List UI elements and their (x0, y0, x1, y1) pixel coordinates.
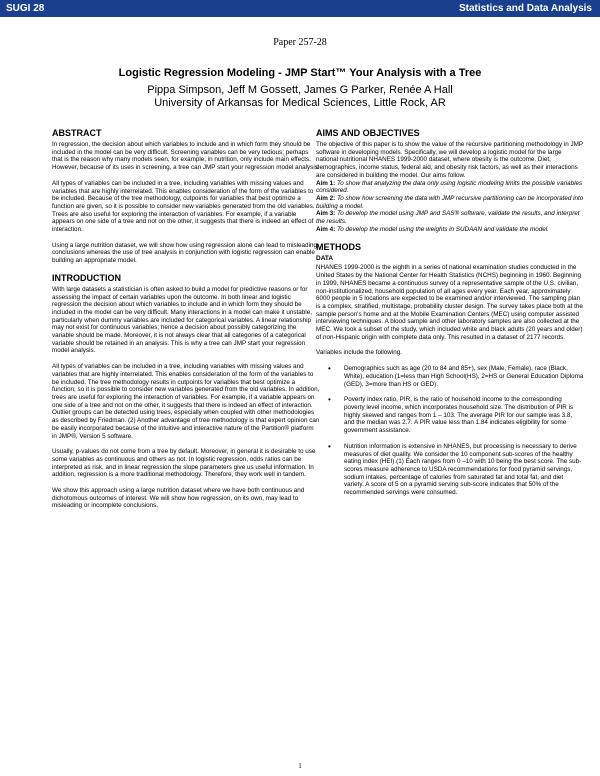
affiliation: University of Arkansas for Medical Sciences, Little Rock, AR (154, 97, 446, 109)
aim-item: Aim 4: To develop the model using the weights in SUDAAN and validate the model. (316, 225, 549, 233)
abstract-paragraph: In regression, the decision about which variables to include and in which form they should be included in the model can be very difficult. Screening variables can be very tedious; perhaps that is the reason why many models seen, for example, in nutrition, only include main effects. However, because of its uses in screening, a tree can JMP start your regression model analysis. (52, 141, 320, 172)
intro-paragraph: Usually, p-values do not come from a tree by default. Moreover, in general it is desirable to use some variables as continuous and others as not. In logistic regression, odds ratios can be interpreted as risk, and in linear regression the slope parameters give us useful information. In addition, regression is a more traditional methodology. Therefore, they work well in tandem. (52, 448, 316, 479)
intro-paragraph: With large datasets a statistician is often asked to build a model for predictive reasons or for assessing the impact of certain variables upon the outcome. In both linear and logistic regression the decision about which variables to include and in which form they should be included in the model can be very difficult. Many interactions in a model can make it unstable, particularly when dummy variables are included for categorical variables. A linear relationship may not exist for continuous variables; hence a decision about possibly categorizing the variable should be made. Moreover, it is not always clear that all categories of a categorical variable should be retained in an analysis. This is why a tree can JMP start your regression model analysis. (52, 285, 312, 355)
paper-title: Logistic Regression Modeling - JMP Start™ Your Analysis with a Tree (118, 67, 482, 79)
aims-paragraph: The objective of this paper is to show the value of the recursive partitioning methodology in JMP software in developing models. Specifically, we will develop a logistic model for the large national nutritional NHANES 1999-2000 dataset, where obesity is the outcome. Diet, demographics, income status, federal aid, and obesity risk factors, as well as their interactions are considered in building the model. Our aims follow. (316, 141, 583, 179)
abstract-paragraph: All types of variables can be included in a tree, including variables with missing values and variables that are highly interrelated. This enables consideration of the form of the variables to be included. Because of the tree methodology, cutpoints for variables that best optimize a function are given, so it is possible to consider new variables generated from the old variables. Trees are also useful for exploring the interaction of variables. For example, if a variable appears on one side of a tree and not on the other, it suggests that there is indeed an effect of interaction. (52, 179, 315, 234)
intro-paragraph: All types of variables can be included in a tree, including variables with missing values and variables that are highly interrelated. This enables consideration of the form of the variables to be included. The tree methodology results in cutpoints for variables that best optimize a function; so it is possible to consider new variables generated from the old variables. In addition, trees are useful for exploring the interaction of variables. For example, if a variable appears on one side of a tree and not on the other, it suggests that there is indeed an effect of interaction. Outlier groups can be detected using trees, especially when coupled with other methodologies as described by Friedman. (2) Another advantage of tree methodology is that expert opinion can be easily incorporated because of the intuitive and interactive nature of the Partition® platform in JMP®, Version 5 software. (52, 363, 320, 440)
aim-item: Aim 1: To show that analyzing the data only using logistic modeling limits the possible variables considered. (316, 179, 583, 195)
authors: Pippa Simpson, Jeff M Gossett, James G Parker, Renée A Hall (147, 84, 453, 96)
paper-number: Paper 257-28 (273, 37, 327, 48)
abstract-heading: ABSTRACT (52, 128, 102, 138)
page-number: 1 (298, 762, 302, 770)
list-item: • Nutrition information is extensive in NHANES, but processing is necessary to derive measures of diet quality. We consider the 10 component sub-scores of the healthy eating index (HEI).(1) Each ranges from 0 –10 with 10 being the best score. The sub-scores measure adherence to USDA recommendations for food pyramid servings, sodium intakes, percentage of calories from saturated fat and total fat, and diet variety. A score of 5 on a pyramid serving sub-score indicates that 50% of the recommended servings were consumed. (316, 443, 584, 497)
introduction-heading: INTRODUCTION (52, 272, 121, 283)
data-paragraph: NHANES 1999-2000 is the eighth in a series of national examination studies conducted in the United States by the National Center for Health Statistics (NCHS) beginning in 1960. Beginning in 1999, NHANES became a continuous survey of a representative sample of the U.S. civilian, non-institutionalized, household population of all ages every year. Each year, approximately 6000 people in 5 locations are expected to be examined and/or interviewed. The sampling plan is a complex, stratified, multistage, probability cluster design. The survey takes place both at the sample person's home and at the Mobile Examination Centers (MEC) using computer assisted interviewing techniques. A blood sample and other laboratory samples are also collected at the MEC. We took a subset of the study, which included white and black adults (20 years and older) of non-Hispanic origin with complete data only. This resulted in a dataset of 2177 records. (316, 264, 583, 341)
variables-list (316, 365, 584, 497)
section-label: Statistics and Data Analysis (458, 3, 592, 14)
list-item: • Demographics such as age (20 to 84 and 85+), sex (Male, Female), race (Black, White), education (1=less than High School(HS), 2=HS or General Education Diploma (GED), 3=more than HS or GED). (316, 365, 584, 388)
conference-label: SUGI 28 (6, 3, 45, 14)
aim-item: Aim 2: To show how screening the data with JMP recursive partitioning can be incorporated into building a model. (316, 194, 584, 210)
list-item: • Poverty index ratio, PIR, is the ratio of household income to the corresponding poverty level income, which incorporates household size. The distribution of PIR is highly skewed and ranges from 1 – 103. The average PIR for our sample was 3.8, and the median was 2.7. A PIR value less than 1.84 indicates eligibility for some government assistance. (316, 396, 584, 435)
intro-paragraph: We show this approach using a large nutrition dataset where we have both continuous and dichotomous outcomes of interest. We will show how regression, on its own, may lead to misleading or incomplete conclusions. (52, 487, 305, 510)
header-bar (0, 0, 600, 17)
aims-heading: AIMS AND OBJECTIVES (316, 128, 420, 138)
variables-intro: Variables include the following. (316, 349, 402, 357)
data-subheading: DATA (316, 255, 334, 263)
methods-heading: METHODS (316, 242, 361, 253)
abstract-paragraph: Using a large nutrition dataset, we will show how using regression alone can lead to misleading conclusions whereas the use of tree analysis in conjunction with logistic regression can enable building an appropriate model. (52, 241, 317, 265)
aim-item: Aim 3: To develop the model using JMP and SAS® software, validate the results, and interpret the results. (316, 210, 580, 226)
right-column (316, 128, 584, 505)
left-column (52, 128, 320, 518)
